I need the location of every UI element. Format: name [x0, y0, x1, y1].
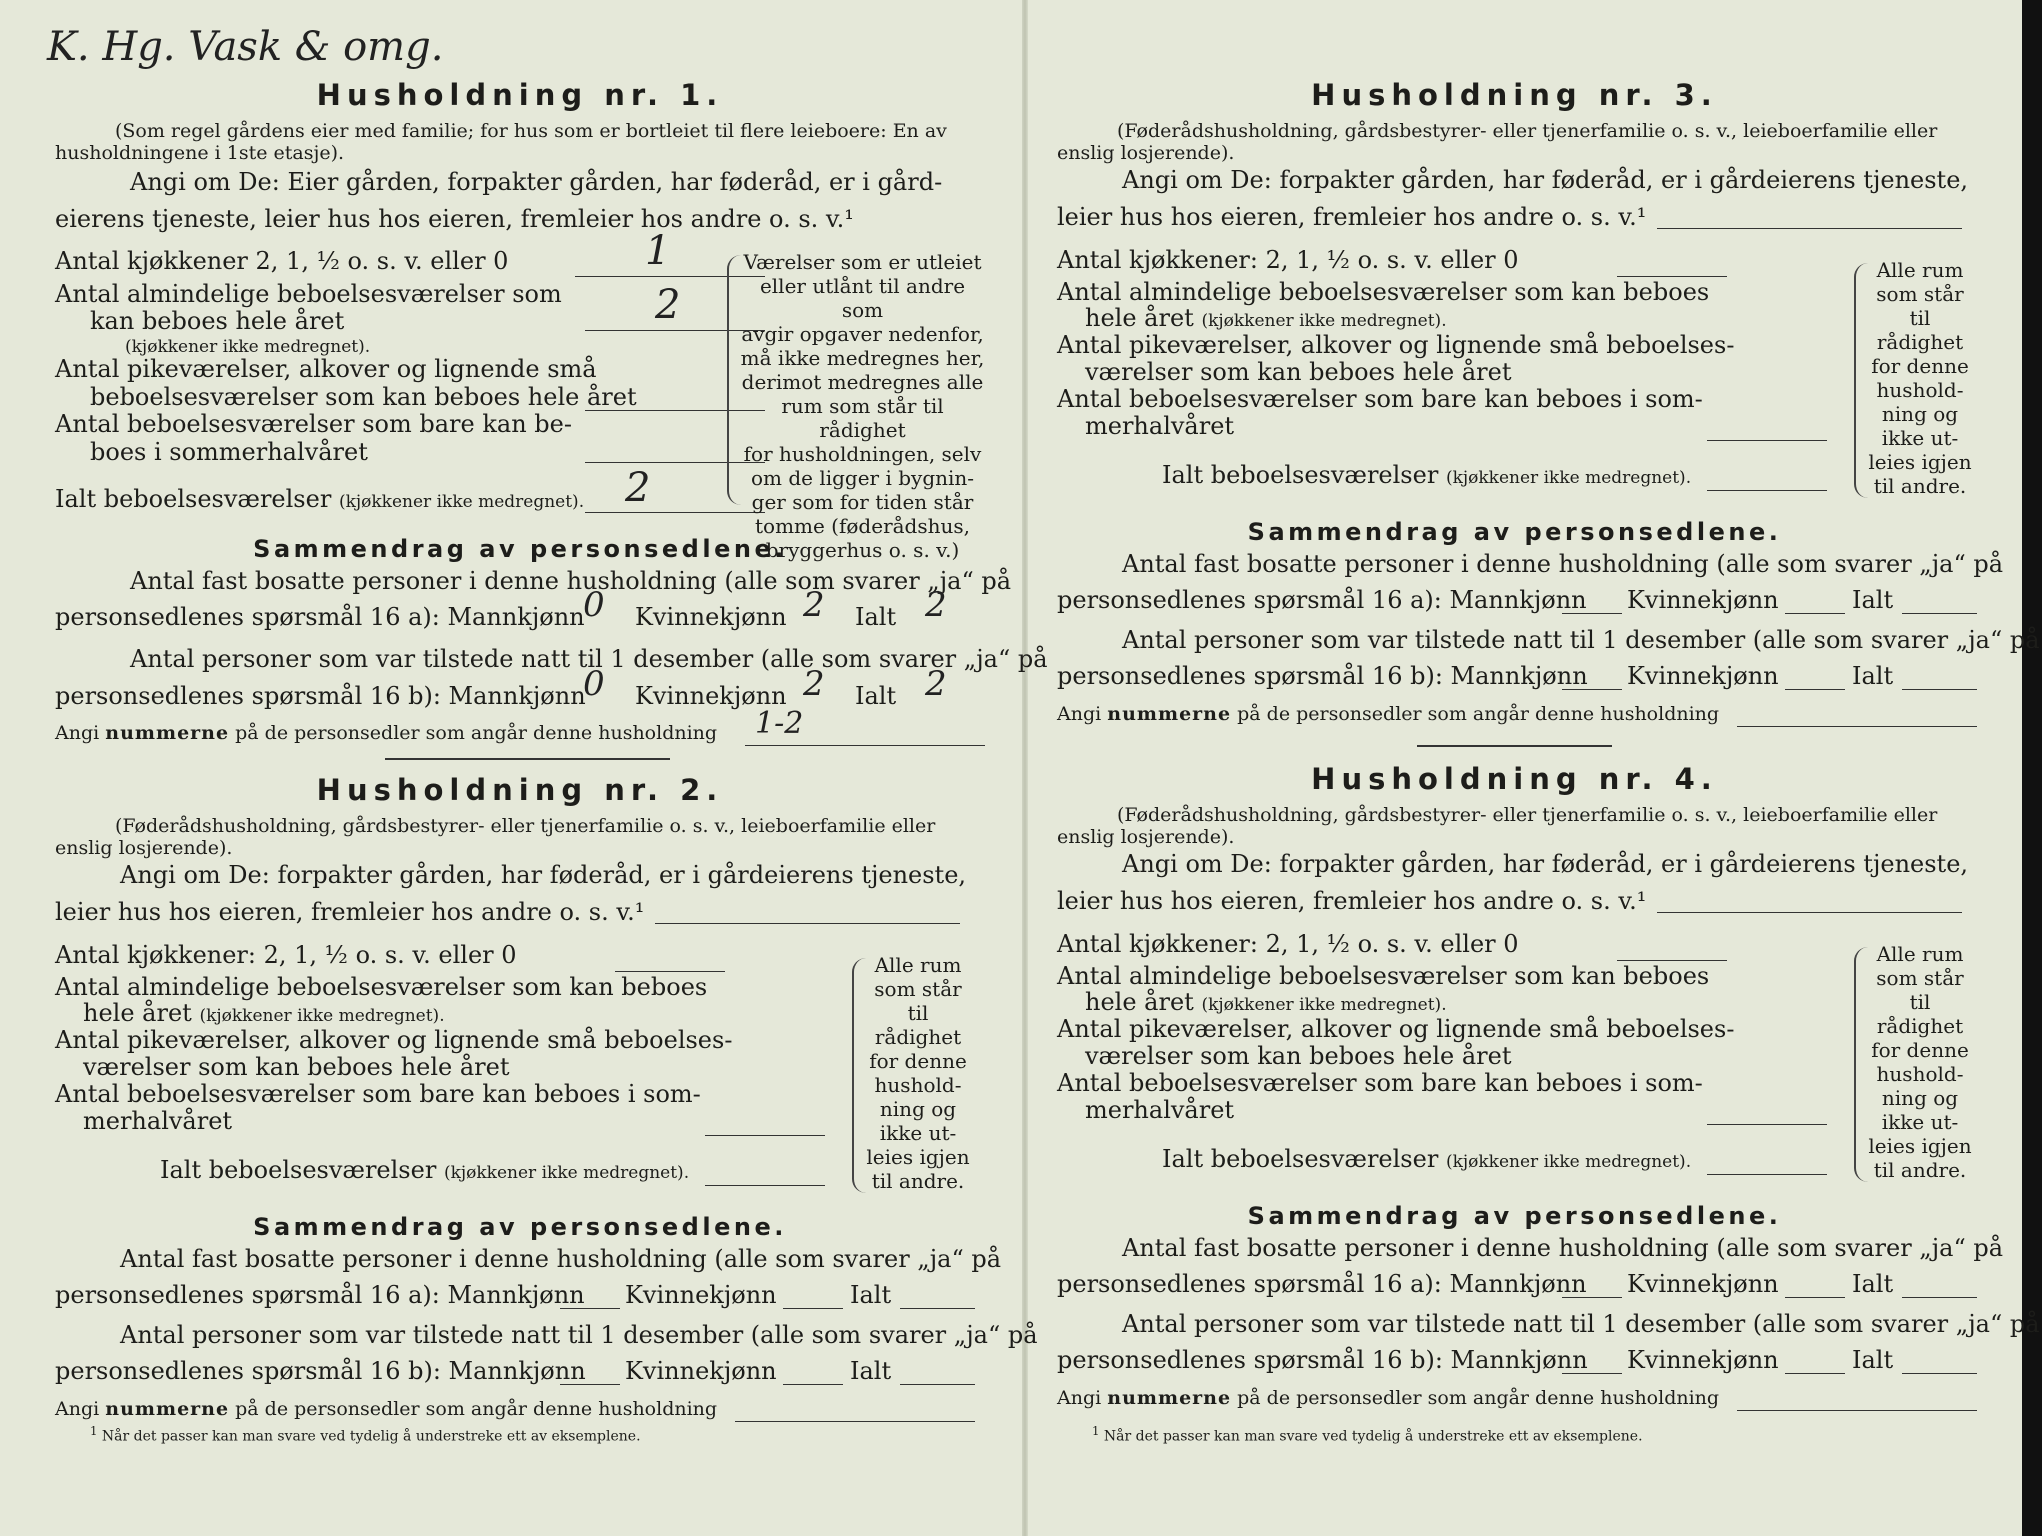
- h3-angi-line2: leier hus hos eieren, fremleier hos andre o. s. v.¹: [1057, 203, 1647, 231]
- h4-fast-ialt-field[interactable]: [1902, 1297, 1977, 1298]
- h2-nummer-bold: nummerne: [105, 1398, 230, 1420]
- h1-ialt-label: Ialt beboelsesværelser: [55, 485, 332, 513]
- h2-angi-field[interactable]: [655, 923, 960, 924]
- h2-almind-line2: [83, 999, 445, 1027]
- h1-kjokken-value: 1: [645, 228, 671, 274]
- right-footnote-text: Når det passer kan man svare ved tydelig å understreke ett av eksemplene.: [1103, 1428, 1643, 1445]
- right-page: [1057, 0, 2040, 1536]
- h1-nummer-bold: nummerne: [105, 722, 230, 744]
- h3-fast-line1: Antal fast bosatte personer i denne husholdning (alle som svarer „ja“ på: [1122, 550, 2004, 578]
- h1-angi-line2: eierens tjeneste, leier hus hos eieren, fremleier hos andre o. s. v.¹: [55, 205, 854, 233]
- h2-fast-kvinne-field[interactable]: [783, 1308, 843, 1309]
- h1-almind-line2: kan beboes hele året: [90, 307, 345, 335]
- h1-side-note-line: eller utlånt til andre som: [759, 274, 966, 322]
- h4-side-note-line: leies igjen: [1868, 1134, 1972, 1158]
- left-page: [47, 0, 1048, 1536]
- h4-pike-line2: værelser som kan beboes hele året: [1085, 1042, 1512, 1070]
- h1-ialt-field[interactable]: [585, 512, 765, 513]
- h1-ialt-small: (kjøkkener ikke medregnet).: [338, 492, 585, 512]
- h2-fast-mann-field[interactable]: [560, 1308, 620, 1309]
- h4-angi-field[interactable]: [1657, 912, 1962, 913]
- household-title: Husholdning nr. 2.: [316, 773, 724, 807]
- h1-sommer-line2: boes i sommerhalvåret: [90, 438, 368, 466]
- h2-fast-line1: Antal fast bosatte personer i denne husholdning (alle som svarer „ja“ på: [120, 1245, 1002, 1273]
- h3-separator: [1417, 745, 1612, 747]
- h1-ialt-value: 2: [625, 465, 651, 511]
- h3-sommer-line1: Antal beboelsesværelser som bare kan beboes i som-: [1057, 385, 1703, 413]
- h2-tilst-kvinne-field[interactable]: [783, 1384, 843, 1385]
- h1-fast-line1: Antal fast bosatte personer i denne husholdning (alle som svarer „ja“ på: [130, 567, 1012, 595]
- h4-angi-line1: Angi om De: forpakter gården, har føderåd, er i gårdeierens tjeneste,: [1122, 850, 1969, 878]
- h3-tilst-line1: Antal personer som var tilstede natt til 1 desember (alle som svarer „ja“ på: [1122, 626, 2040, 654]
- h4-side-note-line: for denne: [1871, 1038, 1969, 1062]
- h1-angi-prefix: Angi om De:: [130, 168, 280, 196]
- h1-angi-label: [130, 168, 942, 196]
- h3-side-note-line: som står til: [1876, 282, 1964, 330]
- h2-tilst-ialt-field[interactable]: [900, 1384, 975, 1385]
- h2-almind-line1: Antal almindelige beboelsesværelser som kan beboes: [55, 973, 708, 1001]
- h1-angi-text: Eier gården, forpakter gården, har føderåd, er i gård-: [287, 168, 943, 196]
- left-footnote: $^1$ Når det passer kan man svare ved tydelig å understreke ett av eksemplene.: [90, 1424, 641, 1445]
- h2-sommer-line2: merhalvåret: [83, 1107, 233, 1135]
- h4-nummer-line: [1057, 1387, 1719, 1409]
- h2-angi-line2: leier hus hos eieren, fremleier hos andre o. s. v.¹: [55, 898, 645, 926]
- h2-side-note: [863, 953, 973, 1193]
- h2-nummer-post: på de personsedler som angår denne husholdning: [235, 1398, 718, 1420]
- h4-tilst-line2: personsedlenes spørsmål 16 b): Mannkjønn: [1057, 1346, 1588, 1374]
- household-note: (Føderådshusholdning, gårdsbestyrer- eller tjenerfamilie o. s. v., leieboerfamilie eller enslig losjerende).: [55, 815, 936, 859]
- household-title: Husholdning nr. 4.: [1311, 762, 1718, 796]
- h3-tilst-line2: personsedlenes spørsmål 16 b): Mannkjønn: [1057, 662, 1588, 690]
- h2-angi-line1: Angi om De: forpakter gården, har føderåd, er i gårdeierens tjeneste,: [120, 861, 967, 889]
- h1-b-mann: 0: [583, 664, 605, 704]
- h2-side-note-line: som står til: [874, 977, 962, 1025]
- h3-side-note-line: for denne: [1871, 354, 1969, 378]
- h4-nummer-field[interactable]: [1737, 1410, 1977, 1411]
- h3-side-note-line: leies igjen: [1868, 450, 1972, 474]
- h2-tilst-ialt-label: Ialt: [850, 1357, 892, 1385]
- h2-ialt-label: Ialt beboelsesværelser: [160, 1156, 437, 1184]
- h2-pike-line2: værelser som kan beboes hele året: [83, 1053, 510, 1081]
- h1-a-mann: 0: [583, 585, 605, 625]
- h2-tilst-line1: Antal personer som var tilstede natt til 1 desember (alle som svarer „ja“ på: [120, 1321, 1038, 1349]
- h3-side-note-line: hushold-: [1876, 378, 1964, 402]
- h3-summary-title: Sammendrag av personsedlene.: [1247, 518, 1782, 546]
- h3-ialt-line: [1162, 461, 1691, 489]
- h2-side-note-line: for denne: [869, 1049, 967, 1073]
- h3-side-note-line: rådighet: [1876, 330, 1964, 354]
- h2-side-note-line: rådighet: [874, 1025, 962, 1049]
- h1-side-note-line: avgir opgaver nedenfor,: [741, 322, 984, 346]
- h3-fast-ialt-label: Ialt: [1852, 586, 1894, 614]
- h2-sommer-field[interactable]: [705, 1135, 825, 1136]
- h1-side-note-line: tomme (føderådshus,: [754, 514, 971, 538]
- h2-fast-kvinne-label: Kvinnekjønn: [625, 1281, 777, 1309]
- h3-tilst-kvinne-field[interactable]: [1785, 689, 1845, 690]
- h4-almind-line2-text: hele året: [1085, 988, 1194, 1016]
- h3-side-note-line: til andre.: [1873, 474, 1967, 498]
- h3-pike-line2: værelser som kan beboes hele året: [1085, 358, 1512, 386]
- h1-b-ialt: 2: [925, 664, 947, 704]
- h4-nummer-bold: nummerne: [1107, 1387, 1232, 1409]
- h3-angi-field[interactable]: [1657, 228, 1962, 229]
- h3-almind-line2: [1085, 304, 1447, 332]
- h3-fast-line2: personsedlenes spørsmål 16 a): Mannkjønn: [1057, 586, 1587, 614]
- h3-nummer-line: [1057, 703, 1719, 725]
- h1-side-note-line: for husholdningen, selv: [743, 442, 982, 466]
- h1-almind-value: 2: [655, 282, 681, 328]
- h1-almind-line3: (kjøkkener ikke medregnet).: [125, 337, 371, 357]
- h1-kjokken-label: Antal kjøkkener 2, 1, ½ o. s. v. eller 0: [55, 247, 509, 275]
- h3-fast-kvinne-field[interactable]: [1785, 613, 1845, 614]
- h3-nummer-bold: nummerne: [1107, 703, 1232, 725]
- h1-side-note-line: må ikke medregnes her,: [740, 346, 985, 370]
- h4-sommer-line2: merhalvåret: [1085, 1096, 1235, 1124]
- h2-nummer-pre: Angi: [55, 1398, 100, 1420]
- h4-fast-ialt-label: Ialt: [1852, 1270, 1894, 1298]
- h3-tilst-ialt-label: Ialt: [1852, 662, 1894, 690]
- h1-nummer-field[interactable]: [745, 745, 985, 746]
- h2-almind-small: (kjøkkener ikke medregnet).: [199, 1006, 445, 1026]
- h3-tilst-ialt-field[interactable]: [1902, 689, 1977, 690]
- h1-b-ialt-label: Ialt: [855, 682, 897, 710]
- h3-angi-line1: Angi om De: forpakter gården, har føderåd, er i gårdeierens tjeneste,: [1122, 166, 1969, 194]
- h4-side-note-line: hushold-: [1876, 1062, 1964, 1086]
- h1-a-ialt-label: Ialt: [855, 603, 897, 631]
- h4-fast-line1: Antal fast bosatte personer i denne husholdning (alle som svarer „ja“ på: [1122, 1234, 2004, 1262]
- h4-tilst-ialt-field[interactable]: [1902, 1373, 1977, 1374]
- h4-sommer-line1: Antal beboelsesværelser som bare kan beboes i som-: [1057, 1069, 1703, 1097]
- h4-fast-mann-field[interactable]: [1562, 1297, 1622, 1298]
- h1-a-ialt: 2: [925, 585, 947, 625]
- h2-side-note-line: til andre.: [871, 1169, 965, 1193]
- h1-a-kvinne: 2: [803, 585, 825, 625]
- h4-pike-line1: Antal pikeværelser, alkover og lignende små beboelses-: [1057, 1015, 1735, 1043]
- h3-ialt-small: (kjøkkener ikke medregnet).: [1445, 468, 1692, 488]
- h3-nummer-field[interactable]: [1737, 726, 1977, 727]
- h2-fast-ialt-label: Ialt: [850, 1281, 892, 1309]
- h3-side-note: [1865, 258, 1975, 498]
- h2-fast-ialt-field[interactable]: [900, 1308, 975, 1309]
- h3-fast-kvinne-label: Kvinnekjønn: [1627, 586, 1779, 614]
- h3-side-note-line: Alle rum: [1876, 258, 1964, 282]
- h1-a-kvinne-label: Kvinnekjønn: [635, 603, 787, 631]
- h4-kjokken-label: Antal kjøkkener: 2, 1, ½ o. s. v. eller 0: [1057, 930, 1519, 958]
- household-note: (Føderådshusholdning, gårdsbestyrer- eller tjenerfamilie o. s. v., leieboerfamilie eller enslig losjerende).: [1057, 804, 1938, 848]
- h4-ialt-line: [1162, 1145, 1691, 1173]
- h1-nummer-line: [55, 722, 717, 744]
- h1-almind-line1: Antal almindelige beboelsesværelser som: [55, 280, 562, 308]
- h1-fast-label: personsedlenes spørsmål 16 a): Mannkjønn: [55, 603, 585, 631]
- handwritten-annotation: K. Hg. Vask & omg.: [47, 24, 444, 70]
- h2-kjokken-label: Antal kjøkkener: 2, 1, ½ o. s. v. eller 0: [55, 941, 517, 969]
- h1-side-note-line: rum som står til rådighet: [781, 394, 944, 442]
- h4-almind-line1: Antal almindelige beboelsesværelser som kan beboes: [1057, 962, 1710, 990]
- h2-summary-title: Sammendrag av personsedlene.: [253, 1213, 787, 1241]
- h3-pike-line1: Antal pikeværelser, alkover og lignende små beboelses-: [1057, 331, 1735, 359]
- h2-ialt-small: (kjøkkener ikke medregnet).: [443, 1163, 690, 1183]
- scan-edge: [2022, 0, 2042, 1536]
- h2-tilst-line2: personsedlenes spørsmål 16 b): Mannkjønn: [55, 1357, 586, 1385]
- h1-ialt-line: [55, 485, 584, 513]
- h2-pike-line1: Antal pikeværelser, alkover og lignende små beboelses-: [55, 1026, 733, 1054]
- h4-fast-line2: personsedlenes spørsmål 16 a): Mannkjønn: [1057, 1270, 1587, 1298]
- h4-tilst-kvinne-field[interactable]: [1785, 1373, 1845, 1374]
- h3-almind-line1: Antal almindelige beboelsesværelser som kan beboes: [1057, 278, 1710, 306]
- h4-side-note-line: rådighet: [1876, 1014, 1964, 1038]
- h1-tilst-line2: [55, 682, 586, 710]
- h3-nummer-pre: Angi: [1057, 703, 1102, 725]
- h1-fast-line2: [55, 603, 585, 631]
- h4-nummer-pre: Angi: [1057, 1387, 1102, 1409]
- h3-nummer-post: på de personsedler som angår denne husholdning: [1237, 703, 1720, 725]
- h2-tilst-mann-field[interactable]: [560, 1384, 620, 1385]
- h2-nummer-field[interactable]: [735, 1421, 975, 1422]
- h1-tilst-label: personsedlenes spørsmål 16 b): Mannkjønn: [55, 682, 586, 710]
- h4-kjokken-field[interactable]: [1617, 960, 1727, 961]
- h2-ialt-field[interactable]: [705, 1185, 825, 1186]
- h4-nummer-post: på de personsedler som angår denne husholdning: [1237, 1387, 1720, 1409]
- h4-side-note-line: Alle rum: [1876, 942, 1964, 966]
- h3-ialt-field[interactable]: [1707, 490, 1827, 491]
- h2-sommer-line1: Antal beboelsesværelser som bare kan beboes i som-: [55, 1080, 701, 1108]
- household-1-note: (Som regel gårdens eier med familie; for hus som er bortleiet til flere leieboere: En av husholdningene i 1ste etasje).: [55, 120, 947, 164]
- h1-sommer-line1: Antal beboelsesværelser som bare kan be-: [55, 410, 572, 438]
- h3-side-note-line: ikke ut-: [1881, 426, 1959, 450]
- h1-tilst-line1: Antal personer som var tilstede natt til 1 desember (alle som svarer „ja“ på: [130, 645, 1048, 673]
- h4-tilst-line1: Antal personer som var tilstede natt til 1 desember (alle som svarer „ja“ på: [1122, 1310, 2040, 1338]
- h2-almind-line2-text: hele året: [83, 999, 192, 1027]
- h4-ialt-field[interactable]: [1707, 1174, 1827, 1175]
- h3-ialt-label: Ialt beboelsesværelser: [1162, 461, 1439, 489]
- h3-kjokken-field[interactable]: [1617, 276, 1727, 277]
- h1-pike-line2: beboelsesværelser som kan beboes hele året: [90, 383, 637, 411]
- right-footnote: $^1$ Når det passer kan man svare ved tydelig å understreke ett av eksemplene.: [1092, 1424, 1643, 1445]
- h2-side-note-line: leies igjen: [866, 1145, 970, 1169]
- h2-side-note-line: hushold-: [874, 1073, 962, 1097]
- h3-sommer-line2: merhalvåret: [1085, 412, 1235, 440]
- h3-tilst-mann-field[interactable]: [1562, 689, 1622, 690]
- h4-side-note-line: ning og: [1881, 1086, 1959, 1110]
- h1-brace: [727, 255, 741, 505]
- h4-side-note-line: til andre.: [1873, 1158, 1967, 1182]
- h2-tilst-kvinne-label: Kvinnekjønn: [625, 1357, 777, 1385]
- household-1-title: Husholdning nr. 1.: [316, 78, 724, 112]
- h4-fast-kvinne-label: Kvinnekjønn: [1627, 1270, 1779, 1298]
- h1-separator: [385, 758, 670, 760]
- h4-tilst-kvinne-label: Kvinnekjønn: [1627, 1346, 1779, 1374]
- household-title: Husholdning nr. 3.: [1311, 78, 1718, 112]
- h3-almind-line2-text: hele året: [1085, 304, 1194, 332]
- h4-tilst-ialt-label: Ialt: [1852, 1346, 1894, 1374]
- h1-side-note: [740, 250, 985, 562]
- h2-side-note-line: ning og: [879, 1097, 957, 1121]
- h1-side-note-line: om de ligger i bygnin-: [750, 466, 975, 490]
- h1-b-kvinne-label: Kvinnekjønn: [635, 682, 787, 710]
- h2-side-note-line: ikke ut-: [879, 1121, 957, 1145]
- h4-side-note-line: ikke ut-: [1881, 1110, 1959, 1134]
- h2-kjokken-field[interactable]: [615, 971, 725, 972]
- household-note: (Føderådshusholdning, gårdsbestyrer- eller tjenerfamilie o. s. v., leieboerfamilie eller enslig losjerende).: [1057, 120, 1938, 164]
- h3-fast-mann-field[interactable]: [1562, 613, 1622, 614]
- h1-side-note-line: derimot medregnes alle: [741, 370, 984, 394]
- h3-fast-ialt-field[interactable]: [1902, 613, 1977, 614]
- page-fold: [1022, 0, 1028, 1536]
- h4-ialt-label: Ialt beboelsesværelser: [1162, 1145, 1439, 1173]
- h1-nummer-post: på de personsedler som angår denne husholdning: [235, 722, 718, 744]
- h4-side-note-line: som står til: [1876, 966, 1964, 1014]
- h1-side-note-line: ger som for tiden står: [751, 490, 974, 514]
- h4-almind-small: (kjøkkener ikke medregnet).: [1201, 995, 1447, 1015]
- h3-side-note-line: ning og: [1881, 402, 1959, 426]
- h1-side-note-line: bryggerhus o. s. v.): [765, 538, 960, 562]
- h2-ialt-line: [160, 1156, 689, 1184]
- h1-pike-line1: Antal pikeværelser, alkover og lignende små: [55, 355, 597, 383]
- h4-side-note: [1865, 942, 1975, 1182]
- h3-tilst-kvinne-label: Kvinnekjønn: [1627, 662, 1779, 690]
- h4-sommer-field[interactable]: [1707, 1124, 1827, 1125]
- h1-nummer-value: 1-2: [755, 706, 804, 741]
- h2-side-note-line: Alle rum: [874, 953, 962, 977]
- h4-almind-line2: [1085, 988, 1447, 1016]
- h1-b-kvinne: 2: [803, 664, 825, 704]
- h3-kjokken-label: Antal kjøkkener: 2, 1, ½ o. s. v. eller 0: [1057, 246, 1519, 274]
- h4-summary-title: Sammendrag av personsedlene.: [1247, 1202, 1782, 1230]
- h4-fast-kvinne-field[interactable]: [1785, 1297, 1845, 1298]
- h2-nummer-line: [55, 1398, 717, 1420]
- h3-almind-small: (kjøkkener ikke medregnet).: [1201, 311, 1447, 331]
- h3-sommer-field[interactable]: [1707, 440, 1827, 441]
- left-footnote-text: Når det passer kan man svare ved tydelig å understreke ett av eksemplene.: [101, 1428, 641, 1445]
- h2-fast-line2: personsedlenes spørsmål 16 a): Mannkjønn: [55, 1281, 585, 1309]
- h1-side-note-line: Værelser som er utleiet: [743, 250, 982, 274]
- h1-summary-title: Sammendrag av personsedlene.: [253, 535, 787, 563]
- h1-nummer-pre: Angi: [55, 722, 100, 744]
- h4-tilst-mann-field[interactable]: [1562, 1373, 1622, 1374]
- h4-ialt-small: (kjøkkener ikke medregnet).: [1445, 1152, 1692, 1172]
- h4-angi-line2: leier hus hos eieren, fremleier hos andre o. s. v.¹: [1057, 887, 1647, 915]
